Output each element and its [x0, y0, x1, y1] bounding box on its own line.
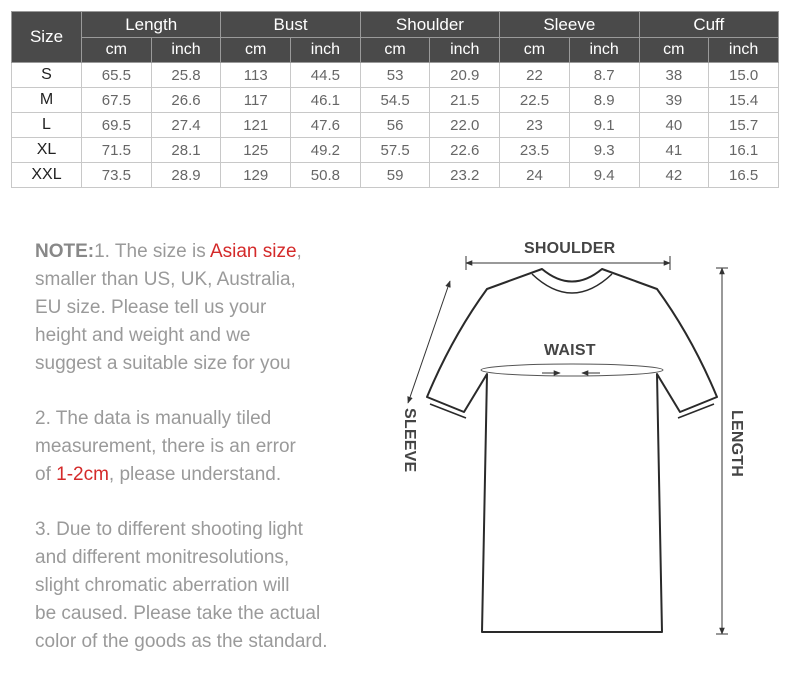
measurement-cell: 28.1: [151, 138, 221, 163]
measurement-cell: 39: [639, 88, 709, 113]
measurement-cell: 15.4: [709, 88, 779, 113]
tshirt-outline: [427, 269, 717, 632]
measurement-cell: 46.1: [291, 88, 361, 113]
measurement-cell: 26.6: [151, 88, 221, 113]
size-label-cell: S: [12, 63, 82, 88]
measurement-cell: 59: [360, 163, 430, 188]
bust-header: Bust: [221, 12, 360, 38]
unit-header: inch: [151, 38, 221, 63]
measurement-cell: 129: [221, 163, 291, 188]
size-chart-table: [11, 11, 779, 188]
measurement-cell: 50.8: [291, 163, 361, 188]
note-prefix: NOTE:: [35, 241, 95, 262]
measurement-cell: 16.1: [709, 138, 779, 163]
note-paragraph-2: [35, 405, 385, 489]
table-row: [12, 113, 779, 138]
measurement-cell: 44.5: [291, 63, 361, 88]
table-row: [12, 138, 779, 163]
note-text: , please understand.: [108, 464, 282, 485]
measurement-cell: 53: [360, 63, 430, 88]
header-row-groups: [12, 12, 779, 38]
measurement-cell: 49.2: [291, 138, 361, 163]
measurement-cell: 22.6: [430, 138, 500, 163]
unit-header: cm: [221, 38, 291, 63]
measurement-cell: 65.5: [82, 63, 152, 88]
measurement-cell: 73.5: [82, 163, 152, 188]
tshirt-diagram: [392, 232, 762, 652]
sleeve-label: SLEEVE: [401, 408, 418, 473]
measurement-cell: 22.0: [430, 113, 500, 138]
note-line: color of the goods as the standard.: [35, 631, 328, 652]
unit-header: cm: [360, 38, 430, 63]
asian-size-highlight: Asian size: [209, 241, 297, 262]
measurement-cell: 40: [639, 113, 709, 138]
measurement-cell: 125: [221, 138, 291, 163]
unit-header: cm: [82, 38, 152, 63]
size-note: [35, 238, 385, 683]
note-line: 3. Due to different shooting light: [35, 519, 303, 540]
error-range-highlight: 1-2cm: [56, 464, 109, 485]
measurement-cell: 54.5: [360, 88, 430, 113]
measurement-cell: 117: [221, 88, 291, 113]
measurement-cell: 9.1: [569, 113, 639, 138]
note-line: EU size. Please tell us your: [35, 297, 267, 318]
measurement-cell: 27.4: [151, 113, 221, 138]
note-text: ,: [296, 241, 302, 262]
measurement-cell: 38: [639, 63, 709, 88]
measurement-cell: 8.7: [569, 63, 639, 88]
length-header: Length: [82, 12, 221, 38]
length-label: LENGTH: [728, 410, 745, 477]
size-table-body: [12, 63, 779, 188]
note-line: [35, 461, 385, 489]
unit-header: cm: [500, 38, 570, 63]
unit-header: inch: [291, 38, 361, 63]
measurement-cell: 16.5: [709, 163, 779, 188]
measurement-cell: 24: [500, 163, 570, 188]
size-label-cell: M: [12, 88, 82, 113]
measurement-cell: 15.0: [709, 63, 779, 88]
note-line: slight chromatic aberration will: [35, 575, 290, 596]
measurement-cell: 25.8: [151, 63, 221, 88]
note-line: suggest a suitable size for you: [35, 353, 291, 374]
note-paragraph-1: [35, 238, 385, 378]
tshirt-illustration: [392, 232, 762, 652]
unit-header: inch: [430, 38, 500, 63]
note-text: of: [35, 464, 57, 485]
shoulder-header: Shoulder: [360, 12, 499, 38]
header-row-units: [12, 38, 779, 63]
note-paragraph-3: [35, 516, 385, 656]
measurement-cell: 22: [500, 63, 570, 88]
measurement-cell: 41: [639, 138, 709, 163]
size-column-header: Size: [12, 12, 82, 63]
size-label-cell: XXL: [12, 163, 82, 188]
waist-label: WAIST: [544, 342, 596, 359]
size-label-cell: XL: [12, 138, 82, 163]
table-row: [12, 163, 779, 188]
measurement-cell: 42: [639, 163, 709, 188]
measurement-cell: 9.3: [569, 138, 639, 163]
sleeve-header: Sleeve: [500, 12, 639, 38]
measurement-cell: 9.4: [569, 163, 639, 188]
unit-header: inch: [709, 38, 779, 63]
cuff-header: Cuff: [639, 12, 779, 38]
unit-header: cm: [639, 38, 709, 63]
measurement-cell: 23.2: [430, 163, 500, 188]
measurement-cell: 69.5: [82, 113, 152, 138]
measurement-cell: 22.5: [500, 88, 570, 113]
measurement-cell: 56: [360, 113, 430, 138]
measurement-cell: 28.9: [151, 163, 221, 188]
measurement-cell: 121: [221, 113, 291, 138]
note-line: and different monitresolutions,: [35, 547, 290, 568]
note-line: be caused. Please take the actual: [35, 603, 321, 624]
measurement-cell: 8.9: [569, 88, 639, 113]
measurement-cell: 20.9: [430, 63, 500, 88]
shoulder-label: SHOULDER: [524, 240, 616, 257]
measurement-cell: 23.5: [500, 138, 570, 163]
table-row: [12, 63, 779, 88]
table-row: [12, 88, 779, 113]
measurement-cell: 113: [221, 63, 291, 88]
note-line: height and weight and we: [35, 325, 251, 346]
measurement-cell: 67.5: [82, 88, 152, 113]
note-line: measurement, there is an error: [35, 436, 296, 457]
measurement-cell: 23: [500, 113, 570, 138]
unit-header: inch: [569, 38, 639, 63]
note-line: smaller than US, UK, Australia,: [35, 269, 296, 290]
measurement-cell: 15.7: [709, 113, 779, 138]
measurement-cell: 57.5: [360, 138, 430, 163]
note-text: 1. The size is: [94, 241, 210, 262]
note-line: 2. The data is manually tiled: [35, 408, 272, 429]
measurement-cell: 71.5: [82, 138, 152, 163]
size-label-cell: L: [12, 113, 82, 138]
measurement-cell: 47.6: [291, 113, 361, 138]
measurement-cell: 21.5: [430, 88, 500, 113]
